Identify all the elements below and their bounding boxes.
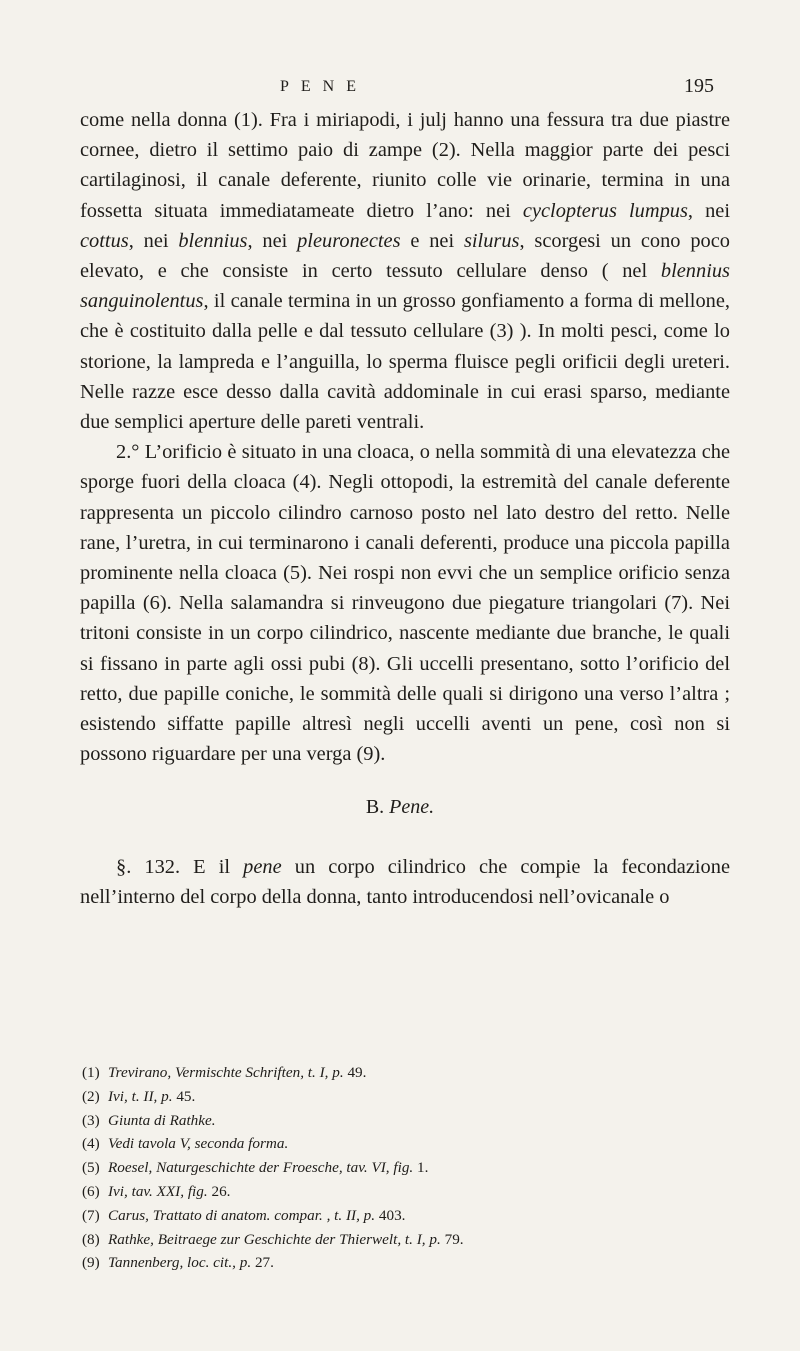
footnote-6 — [82, 1180, 732, 1204]
footnote-7 — [82, 1204, 732, 1228]
text-run: §. 132. E il — [116, 856, 244, 878]
footnote-mark: (4) — [82, 1135, 100, 1153]
italic-run: Vedi tavola V, seconda forma. — [108, 1135, 289, 1153]
section-title: Pene. — [389, 796, 435, 818]
text-run: 2.° L’orificio è situato in una cloaca, o nella sommità di una elevatezza che sporge fuori della cloaca (4). Negli ottopodi, la estremità del canale deferente rappresenta un piccolo cilindro carnoso posto nel lato destro del retto. Nelle rane, l’uretra, in cui terminarono i canali deferenti, produce una piccola papilla prominente nella cloaca (5). Nei rospi non evvi che un semplice orificio senza papilla (6). Nella salamandra si rinveugono due piegature triangolari (7). Nei tritoni consiste in un corpo cilindrico, nascente mediante due branche, le quali si fissano in parte agli ossi pubi (8). Gli uccelli presentano, sotto l’orificio del retto, due papille coniche, le sommità delle quali si dirigono una verso l’altra ; esistendo siffatte papille altresì negli uccelli aventi un pene, così non si possono riguardare per una verga (9). — [80, 441, 730, 766]
footnote-2 — [82, 1085, 732, 1109]
text-run: , nei — [247, 229, 298, 252]
italic-run: Treviranо, Vermischte Schriften, t. I, p. — [108, 1064, 344, 1081]
italic-run: Ivi, tav. XXI, fig. — [108, 1182, 208, 1200]
footnote-8 — [82, 1228, 732, 1252]
section-heading — [0, 796, 800, 819]
italic-run: Carus, Trattato di anatom. compar. , t. II, p. — [108, 1206, 376, 1224]
footnotes — [82, 1061, 732, 1275]
footnote-mark: (9) — [82, 1254, 100, 1272]
footnote-1 — [82, 1061, 732, 1085]
section-paragraph — [80, 852, 730, 912]
italic-run: Ivi, t. II, p. — [108, 1087, 173, 1105]
italic-run: pene — [243, 856, 282, 878]
italic-run: cyclopterus lumpus — [522, 199, 688, 222]
italic-run: Tannenberg, loc. cit., p. — [108, 1254, 252, 1272]
footnote-mark: (2) — [82, 1087, 100, 1105]
text-run: 1. — [413, 1159, 429, 1177]
section-label: B. — [365, 796, 385, 818]
italic-run: blennius sanguinolentus — [80, 260, 730, 313]
footnote-5 — [82, 1156, 732, 1180]
footnote-mark: (5) — [82, 1159, 100, 1177]
text-run: 45. — [172, 1087, 196, 1105]
text-run: come nella donna (1). Fra i miriapodi, i julj hanno una fessura tra due piastre cornee, dietro il settimo paio di zampe (2). Nella maggior parte dei pesci cartilaginosi, il canale deferente, riunito colle vie orinarie, termina in una fossetta situata immediatameate dietro l’ano: nei — [80, 109, 730, 222]
page-number: 195 — [684, 75, 714, 97]
section-text — [80, 852, 730, 912]
text-run: , il canale termina in un grosso gonfiamento a forma di mellone, che è costituito dalla pelle e dal tessuto cellulare (3) ). In molti pesci, come lo storione, la lampreda e l’anguilla, lo sperma fluisce pegli orificii degli ureteri. Nelle razze esce desso dalla cavità addominale in cui erasi sparso, mediante due semplici aperture delle pareti ventrali. — [80, 290, 730, 434]
text-run: 49. — [343, 1064, 367, 1081]
footnote-mark: (6) — [82, 1182, 100, 1200]
body-text — [80, 105, 730, 769]
text-run: un corpo cilindrico che compie la fecondazione nell’interno del corpo della donna, tanto introducendosi nell’ovicanale o — [80, 856, 730, 909]
italic-run: Roesel, Naturgeschichte der Froesche, tav. VI, fig. — [108, 1159, 414, 1177]
text-run: 79. — [440, 1230, 464, 1248]
text-run: , nei — [128, 229, 179, 252]
italic-run: blennius — [178, 229, 248, 252]
text-run: 26. — [207, 1182, 231, 1200]
footnote-mark: (1) — [82, 1064, 100, 1081]
paragraph-2 — [80, 437, 730, 769]
italic-run: silurus — [463, 229, 520, 252]
text-run: , nei — [687, 199, 730, 222]
paragraph-1 — [80, 105, 730, 437]
italic-run: Rathke, Beitraege zur Geschichte der Thierwelt, t. I, p. — [108, 1230, 441, 1248]
italic-run: cottus — [80, 229, 129, 252]
italic-run: pleuronectes — [297, 229, 401, 252]
text-run: 403. — [375, 1206, 406, 1224]
text-run: , scorgesi un cono poco elevato, e che consiste in certo tessuto cellulare denso ( nel — [80, 229, 730, 283]
footnote-9 — [82, 1251, 732, 1275]
footnote-mark: (7) — [82, 1206, 100, 1224]
footnote-mark: (3) — [82, 1111, 100, 1129]
text-run: 27. — [251, 1254, 274, 1272]
footnote-4 — [82, 1132, 732, 1156]
running-title: PENE — [280, 78, 368, 95]
text-run: e nei — [400, 229, 464, 252]
footnote-3 — [82, 1109, 732, 1133]
footnote-mark: (8) — [82, 1230, 100, 1248]
page-header — [0, 75, 800, 102]
italic-run: Giunta di Rathke. — [108, 1111, 216, 1129]
